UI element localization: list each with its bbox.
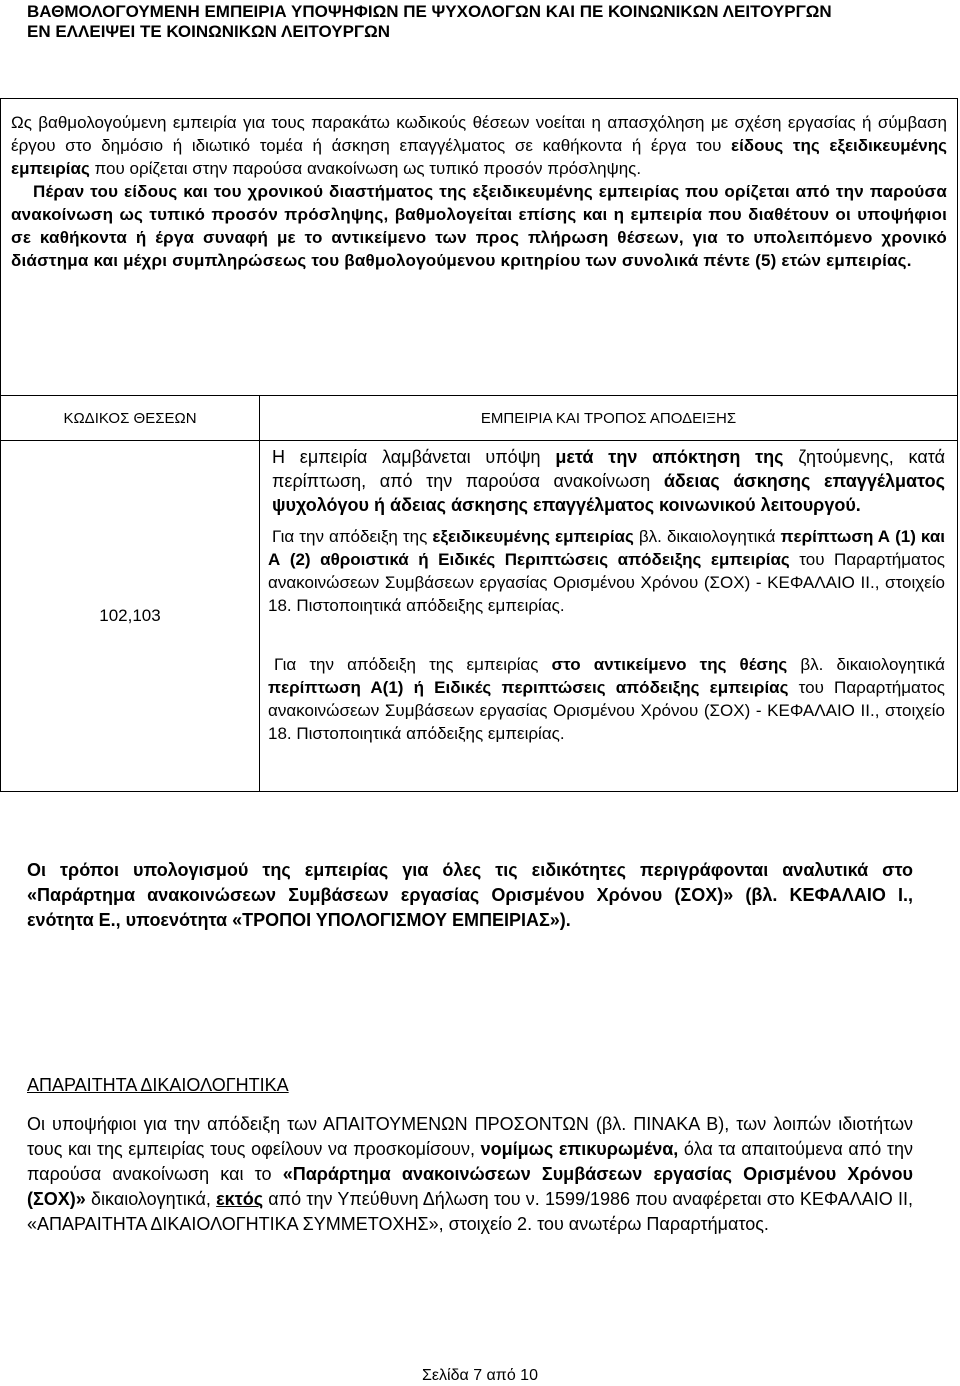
block3-text-e: του Παραρτήματος ανακοινώσεων Συμβάσεων εργασίας Ορισμένου Χρόνου (ΣΟΧ) - ΚΕΦΑΛΑΙΟ ΙΙ., στοιχείο 18. Πιστοποιητικά απόδειξης εμπειρίας. (268, 678, 945, 743)
intro-paragraph-2: Πέραν του είδους και του χρονικού διαστήματος της εξειδικευμένης εμπειρίας που ορίζεται από την παρούσα ανακοίνωση ως τυπικό προσόν πρόσληψης, βαθμολογείται επίσης και η εμπειρία που διαθέτουν οι υποψήφιοι σε καθήκοντα ή έργα συναφή με το αντικείμενο των προς πλήρωση θέσεων, για το υπολειπόμενο χρονικό διάστημα και μέχρι συμπληρώσεως του βαθμολογούμενου κριτηρίου των συνολικά πέντε (5) ετών εμπειρίας. (11, 182, 947, 270)
table-cell-code: 102,103 (0, 440, 260, 792)
intro-p1-text-a: Ως βαθμολογούμενη εμπειρία για τους παρακάτω κωδικούς θέσεων νοείται η απασχόληση με σχέση εργασίας ή σύμβαση έργου στο δημόσιο ή ιδιωτικό τομέα ή άσκηση επαγγέλματος σε καθήκοντα ή έργα του (11, 113, 947, 155)
experience-block-1 (268, 445, 945, 517)
block1-text-c: ζητούμενης, κατά περίπτωση, από την παρούσα ανακοίνωση (272, 447, 945, 491)
table-header-experience: ΕΜΠΕΙΡΙΑ ΚΑΙ ΤΡΟΠΟΣ ΑΠΟΔΕΙΞΗΣ (259, 395, 958, 441)
block1-text-a: Η εμπειρία λαμβάνεται υπόψη (272, 447, 556, 467)
required-text-g: από την Υπεύθυνη Δήλωση του ν. 1599/1986 που αναφέρεται στο ΚΕΦΑΛΑΙΟ ΙΙ, «ΑΠΑΡΑΙΤΗΤΑ ΔΙΚΑΙΟΛΟΓΗΤΙΚΑ ΣΥΜΜΕΤΟΧΗΣ», στοιχείο 2. του ανωτέρω Παραρτήματος. (27, 1189, 913, 1234)
required-bold-b: νομίμως επικυρωμένα, (480, 1139, 679, 1159)
calculation-note: Οι τρόποι υπολογισμού της εμπειρίας για όλες τις ειδικότητες περιγράφονται αναλυτικά στο «Παράρτημα ανακοινώσεων Συμβάσεων εργασίας Ορισμένου Χρόνου (ΣΟΧ)» (βλ. ΚΕΦΑΛΑΙΟ Ι., ενότητα Ε., υποενότητα «ΤΡΟΠΟΙ ΥΠΟΛΟΓΙΣΜΟΥ ΕΜΠΕΙΡΙΑΣ»). (27, 860, 913, 930)
block1-bold-d: άδειας άσκησης επαγγέλματος ψυχολόγου ή άδειας άσκησης επαγγέλματος κοινωνικού λειτουργού. (272, 471, 945, 515)
heading-line-2: ΕΝ ΕΛΛΕΙΨΕΙ ΤΕ ΚΟΙΝΩΝΙΚΩΝ ΛΕΙΤΟΥΡΓΩΝ (27, 22, 391, 41)
heading-line-1: ΒΑΘΜΟΛΟΓΟΥΜΕΝΗ ΕΜΠΕΙΡΙΑ ΥΠΟΨΗΦΙΩΝ ΠΕ ΨΥΧΟΛΟΓΩΝ ΚΑΙ ΠΕ ΚΟΙΝΩΝΙΚΩΝ ΛΕΙΤΟΥΡΓΩΝ (27, 2, 832, 21)
experience-block-3 (268, 653, 945, 745)
experience-table (0, 395, 958, 792)
required-text-a: Οι υποψήφιοι για την απόδειξη των ΑΠΑΙΤΟΥΜΕΝΩΝ ΠΡΟΣΟΝΤΩΝ (βλ. ΠΙΝΑΚΑ Β), των λοιπών ιδιοτήτων τους και της εμπειρίας τους οφείλουν να προσκομίσουν, (27, 1114, 913, 1159)
block3-bold-b: στο αντικείμενο της θέσης (551, 655, 788, 674)
intro-paragraph-1 (11, 111, 947, 180)
required-bold-underline-f: εκτός (216, 1189, 264, 1209)
required-bold-d: «Παράρτημα ανακοινώσεων Συμβάσεων εργασίας Ορισμένου Χρόνου (ΣΟΧ)» (27, 1164, 914, 1209)
required-text-c: όλα τα απαιτούμενα από την παρούσα ανακοίνωση και το (27, 1139, 913, 1184)
block3-bold-d: περίπτωση Α(1) ή Ειδικές περιπτώσεις απόδειξης εμπειρίας (268, 678, 789, 697)
intro-p1-text-c: που ορίζεται στην παρούσα ανακοίνωση ως τυπικό προσόν πρόσληψης. (89, 159, 642, 178)
block1-bold-b: μετά την απόκτηση της (555, 447, 784, 467)
block2-text-a: Για την απόδειξη της (272, 527, 433, 546)
required-docs-title: ΑΠΑΡΑΙΤΗΤΑ ΔΙΚΑΙΟΛΟΓΗΤΙΚΑ (27, 1075, 289, 1095)
required-docs-paragraph (27, 1112, 913, 1237)
table-header-code: ΚΩΔΙΚΟΣ ΘΕΣΕΩΝ (0, 395, 260, 441)
experience-block-2 (268, 525, 945, 617)
block3-text-c: βλ. δικαιολογητικά (787, 655, 945, 674)
page-number: Σελίδα 7 από 10 (422, 1367, 538, 1384)
intro-box (0, 98, 958, 396)
block2-text-e: του Παραρτήματος ανακοινώσεων Συμβάσεων εργασίας Ορισμένου Χρόνου (ΣΟΧ) - ΚΕΦΑΛΑΙΟ ΙΙ., στοιχείο 18. Πιστοποιητικά απόδειξης εμπειρίας. (268, 550, 945, 615)
required-text-e: δικαιολογητικά, (85, 1189, 217, 1209)
block2-bold-b: εξειδικευμένης εμπειρίας (432, 527, 634, 546)
block2-bold-d: περίπτωση Α (1) και Α (2) αθροιστικά ή Ειδικές Περιπτώσεις απόδειξης εμπειρίας (268, 527, 945, 569)
block2-text-c: βλ. δικαιολογητικά (633, 527, 781, 546)
block3-text-a: Για την απόδειξη της εμπειρίας (274, 655, 552, 674)
intro-p1-bold: είδους της εξειδικευμένης εμπειρίας (11, 136, 947, 178)
table-cell-experience (259, 440, 958, 792)
page-heading (27, 2, 952, 42)
